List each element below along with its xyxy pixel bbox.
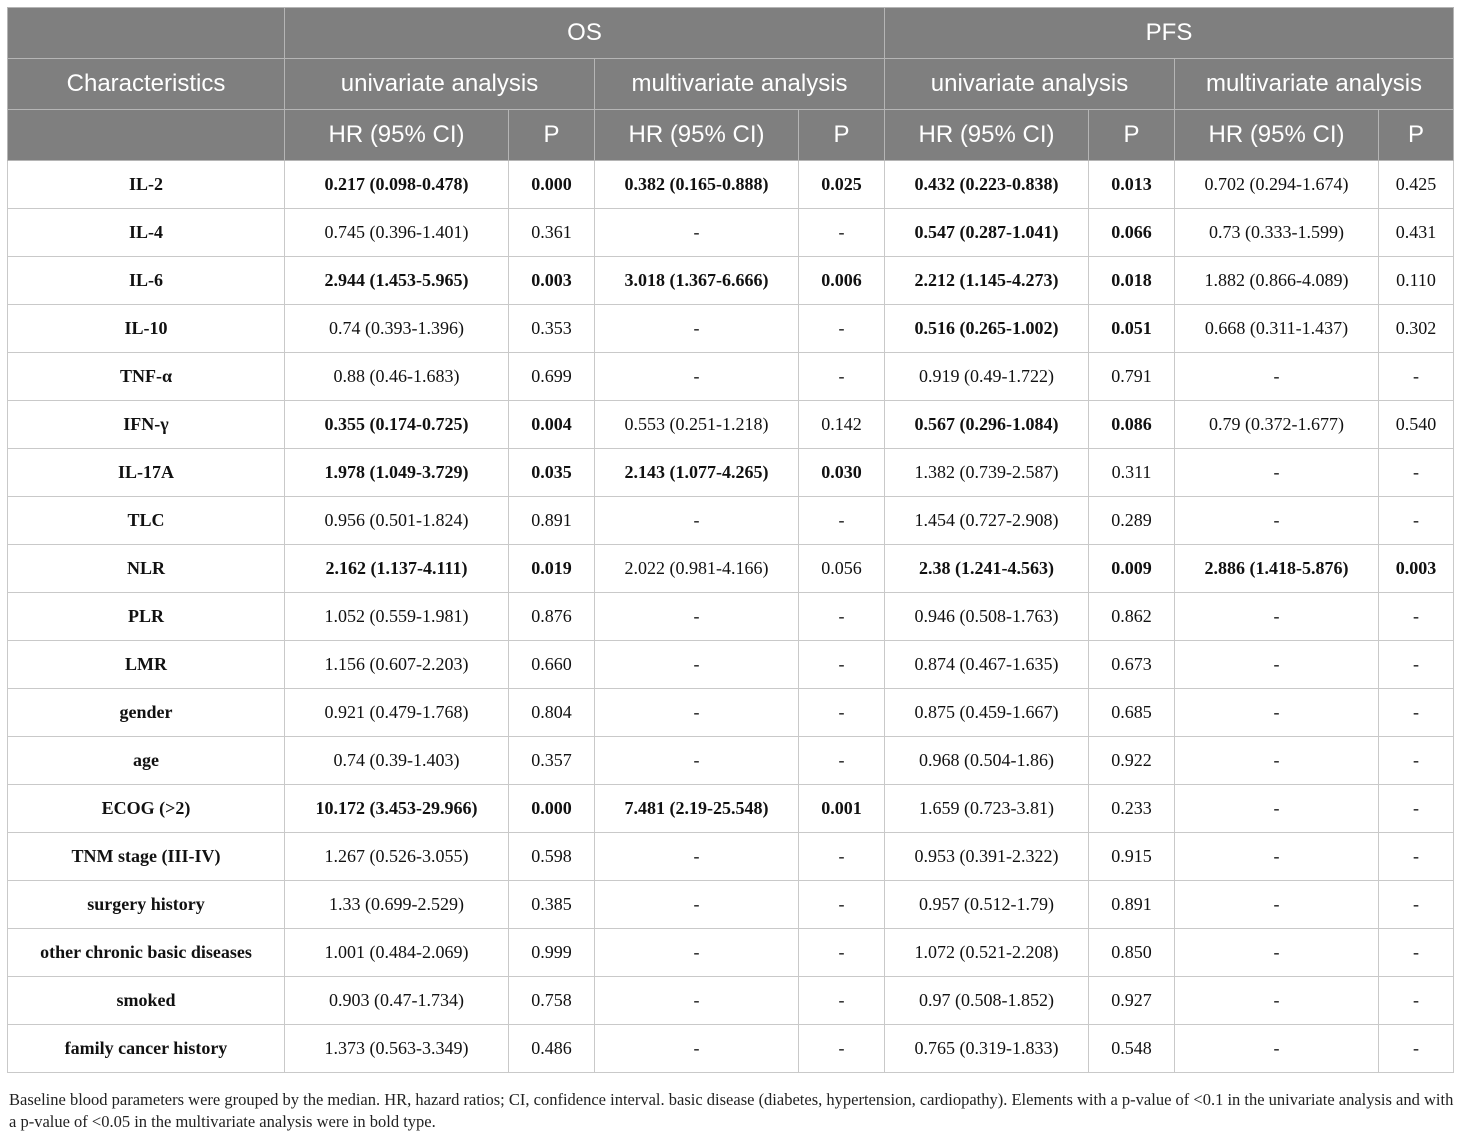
os-uni-p-cell: 0.357 [509, 737, 595, 785]
pfs-uni-hr-cell: 0.516 (0.265-1.002) [885, 305, 1089, 353]
pfs-uni-p-cell: 0.862 [1089, 593, 1175, 641]
pfs-multi-hr-cell: - [1175, 1025, 1379, 1073]
os-multi-p-cell: - [799, 593, 885, 641]
table-row [8, 545, 1454, 593]
pfs-multi-hr-cell: - [1175, 881, 1379, 929]
pfs-uni-hr-cell: 0.547 (0.287-1.041) [885, 209, 1089, 257]
header-pfs-multivariate: multivariate analysis [1175, 59, 1454, 110]
header-hr: HR (95% CI) [1175, 110, 1379, 161]
os-multi-hr-cell: - [595, 641, 799, 689]
header-empty-cell [8, 8, 285, 59]
row-label: IFN-γ [8, 401, 285, 449]
header-os: OS [285, 8, 885, 59]
row-label: IL-10 [8, 305, 285, 353]
pfs-multi-p-cell: 0.540 [1379, 401, 1454, 449]
pfs-multi-p-cell: 0.302 [1379, 305, 1454, 353]
table-body [8, 161, 1454, 1073]
header-p: P [1379, 110, 1454, 161]
os-uni-hr-cell: 0.74 (0.39-1.403) [285, 737, 509, 785]
os-multi-hr-cell: - [595, 1025, 799, 1073]
os-multi-p-cell: - [799, 929, 885, 977]
table-row [8, 977, 1454, 1025]
os-uni-p-cell: 0.035 [509, 449, 595, 497]
pfs-uni-p-cell: 0.891 [1089, 881, 1175, 929]
pfs-multi-hr-cell: - [1175, 593, 1379, 641]
row-label: age [8, 737, 285, 785]
pfs-uni-p-cell: 0.233 [1089, 785, 1175, 833]
os-uni-p-cell: 0.353 [509, 305, 595, 353]
os-uni-p-cell: 0.385 [509, 881, 595, 929]
os-uni-p-cell: 0.019 [509, 545, 595, 593]
pfs-multi-hr-cell: - [1175, 833, 1379, 881]
pfs-uni-p-cell: 0.850 [1089, 929, 1175, 977]
header-characteristics: Characteristics [8, 59, 285, 110]
pfs-multi-p-cell: - [1379, 497, 1454, 545]
table-row [8, 785, 1454, 833]
pfs-multi-p-cell: 0.003 [1379, 545, 1454, 593]
header-row-2 [8, 59, 1454, 110]
pfs-uni-hr-cell: 0.97 (0.508-1.852) [885, 977, 1089, 1025]
table-row [8, 929, 1454, 977]
os-uni-hr-cell: 0.903 (0.47-1.734) [285, 977, 509, 1025]
pfs-multi-p-cell: - [1379, 737, 1454, 785]
pfs-multi-p-cell: 0.425 [1379, 161, 1454, 209]
pfs-uni-hr-cell: 0.874 (0.467-1.635) [885, 641, 1089, 689]
table-row [8, 209, 1454, 257]
os-multi-p-cell: - [799, 209, 885, 257]
pfs-uni-p-cell: 0.013 [1089, 161, 1175, 209]
pfs-uni-p-cell: 0.922 [1089, 737, 1175, 785]
pfs-multi-hr-cell: 0.73 (0.333-1.599) [1175, 209, 1379, 257]
pfs-multi-p-cell: - [1379, 449, 1454, 497]
os-uni-hr-cell: 0.217 (0.098-0.478) [285, 161, 509, 209]
os-multi-p-cell: - [799, 833, 885, 881]
os-uni-hr-cell: 10.172 (3.453-29.966) [285, 785, 509, 833]
os-multi-hr-cell: - [595, 305, 799, 353]
header-os-univariate: univariate analysis [285, 59, 595, 110]
row-label: PLR [8, 593, 285, 641]
header-p: P [509, 110, 595, 161]
pfs-multi-hr-cell: - [1175, 449, 1379, 497]
os-uni-p-cell: 0.804 [509, 689, 595, 737]
table-header [8, 8, 1454, 161]
row-label: smoked [8, 977, 285, 1025]
table-row [8, 257, 1454, 305]
pfs-multi-p-cell: 0.431 [1379, 209, 1454, 257]
os-multi-hr-cell: - [595, 593, 799, 641]
os-multi-p-cell: - [799, 497, 885, 545]
os-multi-p-cell: 0.030 [799, 449, 885, 497]
pfs-multi-hr-cell: - [1175, 977, 1379, 1025]
os-uni-hr-cell: 1.052 (0.559-1.981) [285, 593, 509, 641]
os-multi-p-cell: - [799, 977, 885, 1025]
pfs-uni-p-cell: 0.009 [1089, 545, 1175, 593]
header-hr: HR (95% CI) [285, 110, 509, 161]
os-multi-p-cell: 0.056 [799, 545, 885, 593]
pfs-multi-hr-cell: - [1175, 737, 1379, 785]
header-os-multivariate: multivariate analysis [595, 59, 885, 110]
row-label: NLR [8, 545, 285, 593]
os-multi-p-cell: 0.006 [799, 257, 885, 305]
os-multi-hr-cell: - [595, 833, 799, 881]
pfs-multi-hr-cell: 1.882 (0.866-4.089) [1175, 257, 1379, 305]
os-uni-hr-cell: 0.956 (0.501-1.824) [285, 497, 509, 545]
os-multi-p-cell: - [799, 1025, 885, 1073]
header-hr: HR (95% CI) [885, 110, 1089, 161]
pfs-uni-p-cell: 0.548 [1089, 1025, 1175, 1073]
header-row-3 [8, 110, 1454, 161]
table-row [8, 641, 1454, 689]
os-multi-hr-cell: 2.022 (0.981-4.166) [595, 545, 799, 593]
pfs-uni-p-cell: 0.927 [1089, 977, 1175, 1025]
os-multi-hr-cell: 0.553 (0.251-1.218) [595, 401, 799, 449]
os-multi-hr-cell: - [595, 497, 799, 545]
pfs-multi-p-cell: - [1379, 689, 1454, 737]
table-row [8, 833, 1454, 881]
pfs-multi-hr-cell: 0.79 (0.372-1.677) [1175, 401, 1379, 449]
row-label: IL-17A [8, 449, 285, 497]
row-label: ECOG (>2) [8, 785, 285, 833]
pfs-multi-hr-cell: - [1175, 929, 1379, 977]
pfs-multi-p-cell: - [1379, 785, 1454, 833]
pfs-uni-hr-cell: 0.953 (0.391-2.322) [885, 833, 1089, 881]
table-row [8, 593, 1454, 641]
os-uni-hr-cell: 0.74 (0.393-1.396) [285, 305, 509, 353]
table-row [8, 1025, 1454, 1073]
table-row [8, 497, 1454, 545]
header-pfs: PFS [885, 8, 1454, 59]
os-uni-hr-cell: 1.373 (0.563-3.349) [285, 1025, 509, 1073]
table-row [8, 353, 1454, 401]
pfs-uni-p-cell: 0.311 [1089, 449, 1175, 497]
row-label: surgery history [8, 881, 285, 929]
os-multi-p-cell: - [799, 689, 885, 737]
os-multi-p-cell: 0.025 [799, 161, 885, 209]
os-uni-hr-cell: 1.33 (0.699-2.529) [285, 881, 509, 929]
table-row [8, 449, 1454, 497]
os-multi-hr-cell: 3.018 (1.367-6.666) [595, 257, 799, 305]
os-multi-p-cell: - [799, 641, 885, 689]
os-uni-hr-cell: 0.745 (0.396-1.401) [285, 209, 509, 257]
pfs-uni-p-cell: 0.685 [1089, 689, 1175, 737]
pfs-uni-hr-cell: 0.765 (0.319-1.833) [885, 1025, 1089, 1073]
os-multi-hr-cell: 2.143 (1.077-4.265) [595, 449, 799, 497]
row-label: gender [8, 689, 285, 737]
table-row [8, 401, 1454, 449]
os-uni-p-cell: 0.699 [509, 353, 595, 401]
pfs-uni-p-cell: 0.673 [1089, 641, 1175, 689]
header-pfs-univariate: univariate analysis [885, 59, 1175, 110]
table-row [8, 737, 1454, 785]
row-label: TLC [8, 497, 285, 545]
pfs-uni-hr-cell: 2.212 (1.145-4.273) [885, 257, 1089, 305]
pfs-uni-p-cell: 0.289 [1089, 497, 1175, 545]
os-multi-hr-cell: - [595, 929, 799, 977]
os-uni-p-cell: 0.891 [509, 497, 595, 545]
row-label: IL-6 [8, 257, 285, 305]
os-uni-p-cell: 0.598 [509, 833, 595, 881]
row-label: other chronic basic diseases [8, 929, 285, 977]
os-multi-hr-cell: 0.382 (0.165-0.888) [595, 161, 799, 209]
header-empty-cell [8, 110, 285, 161]
pfs-uni-hr-cell: 0.968 (0.504-1.86) [885, 737, 1089, 785]
pfs-uni-p-cell: 0.915 [1089, 833, 1175, 881]
os-uni-p-cell: 0.361 [509, 209, 595, 257]
table-row [8, 161, 1454, 209]
os-multi-p-cell: - [799, 353, 885, 401]
row-label: TNM stage (III-IV) [8, 833, 285, 881]
pfs-uni-hr-cell: 0.432 (0.223-0.838) [885, 161, 1089, 209]
os-uni-p-cell: 0.000 [509, 161, 595, 209]
os-uni-hr-cell: 1.001 (0.484-2.069) [285, 929, 509, 977]
os-uni-p-cell: 0.000 [509, 785, 595, 833]
table-row [8, 305, 1454, 353]
pfs-multi-hr-cell: - [1175, 497, 1379, 545]
row-label: IL-4 [8, 209, 285, 257]
os-uni-p-cell: 0.004 [509, 401, 595, 449]
pfs-multi-hr-cell: - [1175, 785, 1379, 833]
pfs-multi-hr-cell: 0.668 (0.311-1.437) [1175, 305, 1379, 353]
pfs-multi-p-cell: - [1379, 977, 1454, 1025]
pfs-uni-hr-cell: 2.38 (1.241-4.563) [885, 545, 1089, 593]
pfs-uni-hr-cell: 0.946 (0.508-1.763) [885, 593, 1089, 641]
row-label: IL-2 [8, 161, 285, 209]
os-uni-hr-cell: 2.162 (1.137-4.111) [285, 545, 509, 593]
header-row-1 [8, 8, 1454, 59]
table-row [8, 689, 1454, 737]
os-multi-hr-cell: - [595, 881, 799, 929]
pfs-multi-p-cell: - [1379, 881, 1454, 929]
os-uni-hr-cell: 1.978 (1.049-3.729) [285, 449, 509, 497]
os-uni-p-cell: 0.758 [509, 977, 595, 1025]
os-multi-hr-cell: - [595, 737, 799, 785]
pfs-multi-hr-cell: 0.702 (0.294-1.674) [1175, 161, 1379, 209]
os-multi-hr-cell: - [595, 689, 799, 737]
os-multi-hr-cell: - [595, 977, 799, 1025]
row-label: LMR [8, 641, 285, 689]
os-multi-p-cell: - [799, 737, 885, 785]
os-uni-hr-cell: 1.267 (0.526-3.055) [285, 833, 509, 881]
os-uni-p-cell: 0.486 [509, 1025, 595, 1073]
pfs-multi-hr-cell: - [1175, 353, 1379, 401]
pfs-multi-p-cell: - [1379, 593, 1454, 641]
pfs-uni-p-cell: 0.051 [1089, 305, 1175, 353]
pfs-uni-hr-cell: 1.382 (0.739-2.587) [885, 449, 1089, 497]
pfs-multi-p-cell: - [1379, 1025, 1454, 1073]
table-footnote: Baseline blood parameters were grouped by the median. HR, hazard ratios; CI, confidence interval. basic disease (diabetes, hypertension, cardiopathy). Elements with a p-value of <0.1 in the univariate analysis and with a p-value of <0.05 in the multivariate analysis were in bold type. [9, 1090, 1454, 1131]
row-label: family cancer history [8, 1025, 285, 1073]
os-uni-p-cell: 0.876 [509, 593, 595, 641]
table-row [8, 881, 1454, 929]
os-multi-hr-cell: - [595, 353, 799, 401]
pfs-multi-hr-cell: - [1175, 689, 1379, 737]
os-multi-hr-cell: - [595, 209, 799, 257]
os-multi-p-cell: - [799, 305, 885, 353]
pfs-uni-hr-cell: 0.919 (0.49-1.722) [885, 353, 1089, 401]
pfs-uni-hr-cell: 0.567 (0.296-1.084) [885, 401, 1089, 449]
pfs-uni-hr-cell: 0.875 (0.459-1.667) [885, 689, 1089, 737]
header-p: P [799, 110, 885, 161]
row-label: TNF-α [8, 353, 285, 401]
os-multi-hr-cell: 7.481 (2.19-25.548) [595, 785, 799, 833]
pfs-uni-hr-cell: 1.659 (0.723-3.81) [885, 785, 1089, 833]
pfs-multi-p-cell: - [1379, 353, 1454, 401]
pfs-uni-hr-cell: 0.957 (0.512-1.79) [885, 881, 1089, 929]
pfs-uni-hr-cell: 1.454 (0.727-2.908) [885, 497, 1089, 545]
pfs-uni-hr-cell: 1.072 (0.521-2.208) [885, 929, 1089, 977]
pfs-multi-p-cell: - [1379, 929, 1454, 977]
os-multi-p-cell: - [799, 881, 885, 929]
os-uni-hr-cell: 0.921 (0.479-1.768) [285, 689, 509, 737]
os-uni-hr-cell: 0.355 (0.174-0.725) [285, 401, 509, 449]
pfs-multi-hr-cell: - [1175, 641, 1379, 689]
os-uni-hr-cell: 2.944 (1.453-5.965) [285, 257, 509, 305]
pfs-multi-p-cell: - [1379, 833, 1454, 881]
header-hr: HR (95% CI) [595, 110, 799, 161]
pfs-multi-p-cell: 0.110 [1379, 257, 1454, 305]
pfs-uni-p-cell: 0.066 [1089, 209, 1175, 257]
pfs-uni-p-cell: 0.086 [1089, 401, 1175, 449]
os-uni-p-cell: 0.999 [509, 929, 595, 977]
os-multi-p-cell: 0.001 [799, 785, 885, 833]
regression-table [7, 7, 1454, 1073]
header-p: P [1089, 110, 1175, 161]
pfs-multi-p-cell: - [1379, 641, 1454, 689]
os-uni-hr-cell: 0.88 (0.46-1.683) [285, 353, 509, 401]
pfs-uni-p-cell: 0.791 [1089, 353, 1175, 401]
os-uni-hr-cell: 1.156 (0.607-2.203) [285, 641, 509, 689]
pfs-multi-hr-cell: 2.886 (1.418-5.876) [1175, 545, 1379, 593]
os-uni-p-cell: 0.003 [509, 257, 595, 305]
pfs-uni-p-cell: 0.018 [1089, 257, 1175, 305]
os-uni-p-cell: 0.660 [509, 641, 595, 689]
os-multi-p-cell: 0.142 [799, 401, 885, 449]
